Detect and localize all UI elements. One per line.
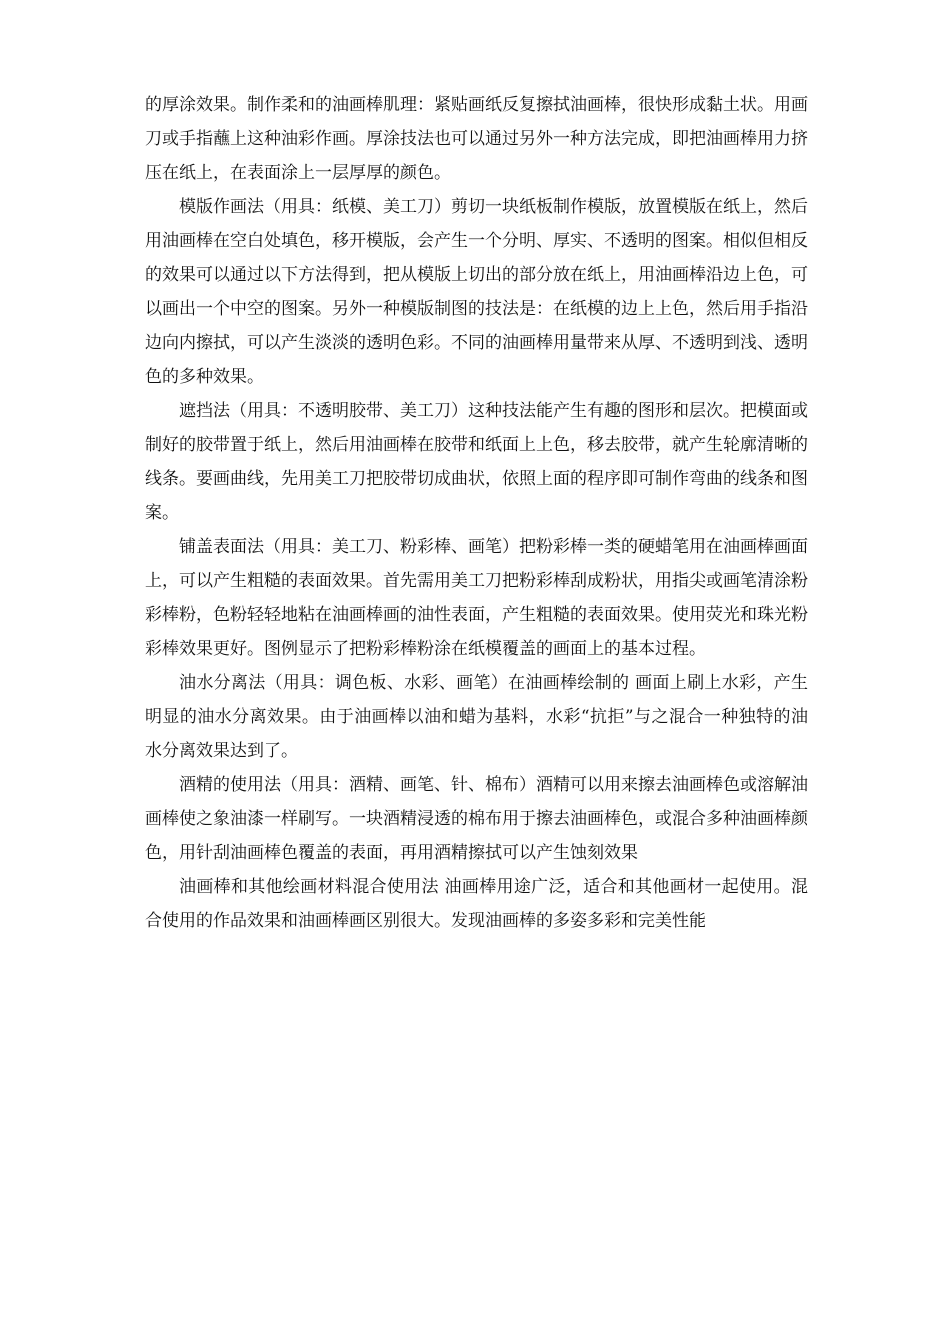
paragraph-7: 油画棒和其他绘画材料混合使用法 油画棒用途广泛，适合和其他画材一起使用。混合使用的作品效果和油画棒画区别很大。发现油画棒的多姿多彩和完美性能	[145, 877, 808, 931]
paragraph-6: 酒精的使用法（用具：酒精、画笔、针、棉布）酒精可以用来擦去油画棒色或溶解油画棒使之象油漆一样刷写。一块酒精浸透的棉布用于擦去油画棒色，或混合多种油画棒颜色，用针刮油画棒色覆盖的表面，再用酒精擦拭可以产生蚀刻效果	[145, 775, 808, 863]
paragraph-2: 模版作画法（用具：纸模、美工刀）剪切一块纸板制作模版，放置模版在纸上，然后用油画棒在空白处填色，移开模版，会产生一个分明、厚实、不透明的图案。相似但相反的效果可以通过以下方法得到，把从模版上切出的部分放在纸上，用油画棒沿边上色，可以画出一个中空的图案。另外一种模版制图的技法是：在纸模的边上上色，然后用手指沿边向内擦拭，可以产生淡淡的透明色彩。不同的油画棒用量带来从厚、不透明到浅、透明色的多种效果。	[145, 197, 808, 387]
paragraph-5: 油水分离法（用具：调色板、水彩、画笔）在油画棒绘制的 画面上刷上水彩，产生明显的油水分离效果。由于油画棒以油和蜡为基料，水彩“抗拒”与之混合一种独特的油水分离效果达到了。	[145, 673, 808, 761]
paragraph-4: 铺盖表面法（用具：美工刀、粉彩棒、画笔）把粉彩棒一类的硬蜡笔用在油画棒画面上，可以产生粗糙的表面效果。首先需用美工刀把粉彩棒刮成粉状，用指尖或画笔清涂粉彩棒粉，色粉轻轻地粘在油画棒画的油性表面，产生粗糙的表面效果。使用荧光和珠光粉彩棒效果更好。图例显示了把粉彩棒粉涂在纸模覆盖的画面上的基本过程。	[145, 537, 808, 659]
paragraph-1: 的厚涂效果。制作柔和的油画棒肌理：紧贴画纸反复擦拭油画棒，很快形成黏土状。用画刀或手指蘸上这种油彩作画。厚涂技法也可以通过另外一种方法完成，即把油画棒用力挤压在纸上，在表面涂上一层厚厚的颜色。	[145, 95, 808, 183]
document-body	[145, 88, 808, 938]
paragraph-3: 遮挡法（用具：不透明胶带、美工刀）这种技法能产生有趣的图形和层次。把模面或制好的胶带置于纸上，然后用油画棒在胶带和纸面上上色，移去胶带，就产生轮廓清晰的线条。要画曲线，先用美工刀把胶带切成曲状，依照上面的程序即可制作弯曲的线条和图案。	[145, 401, 808, 523]
